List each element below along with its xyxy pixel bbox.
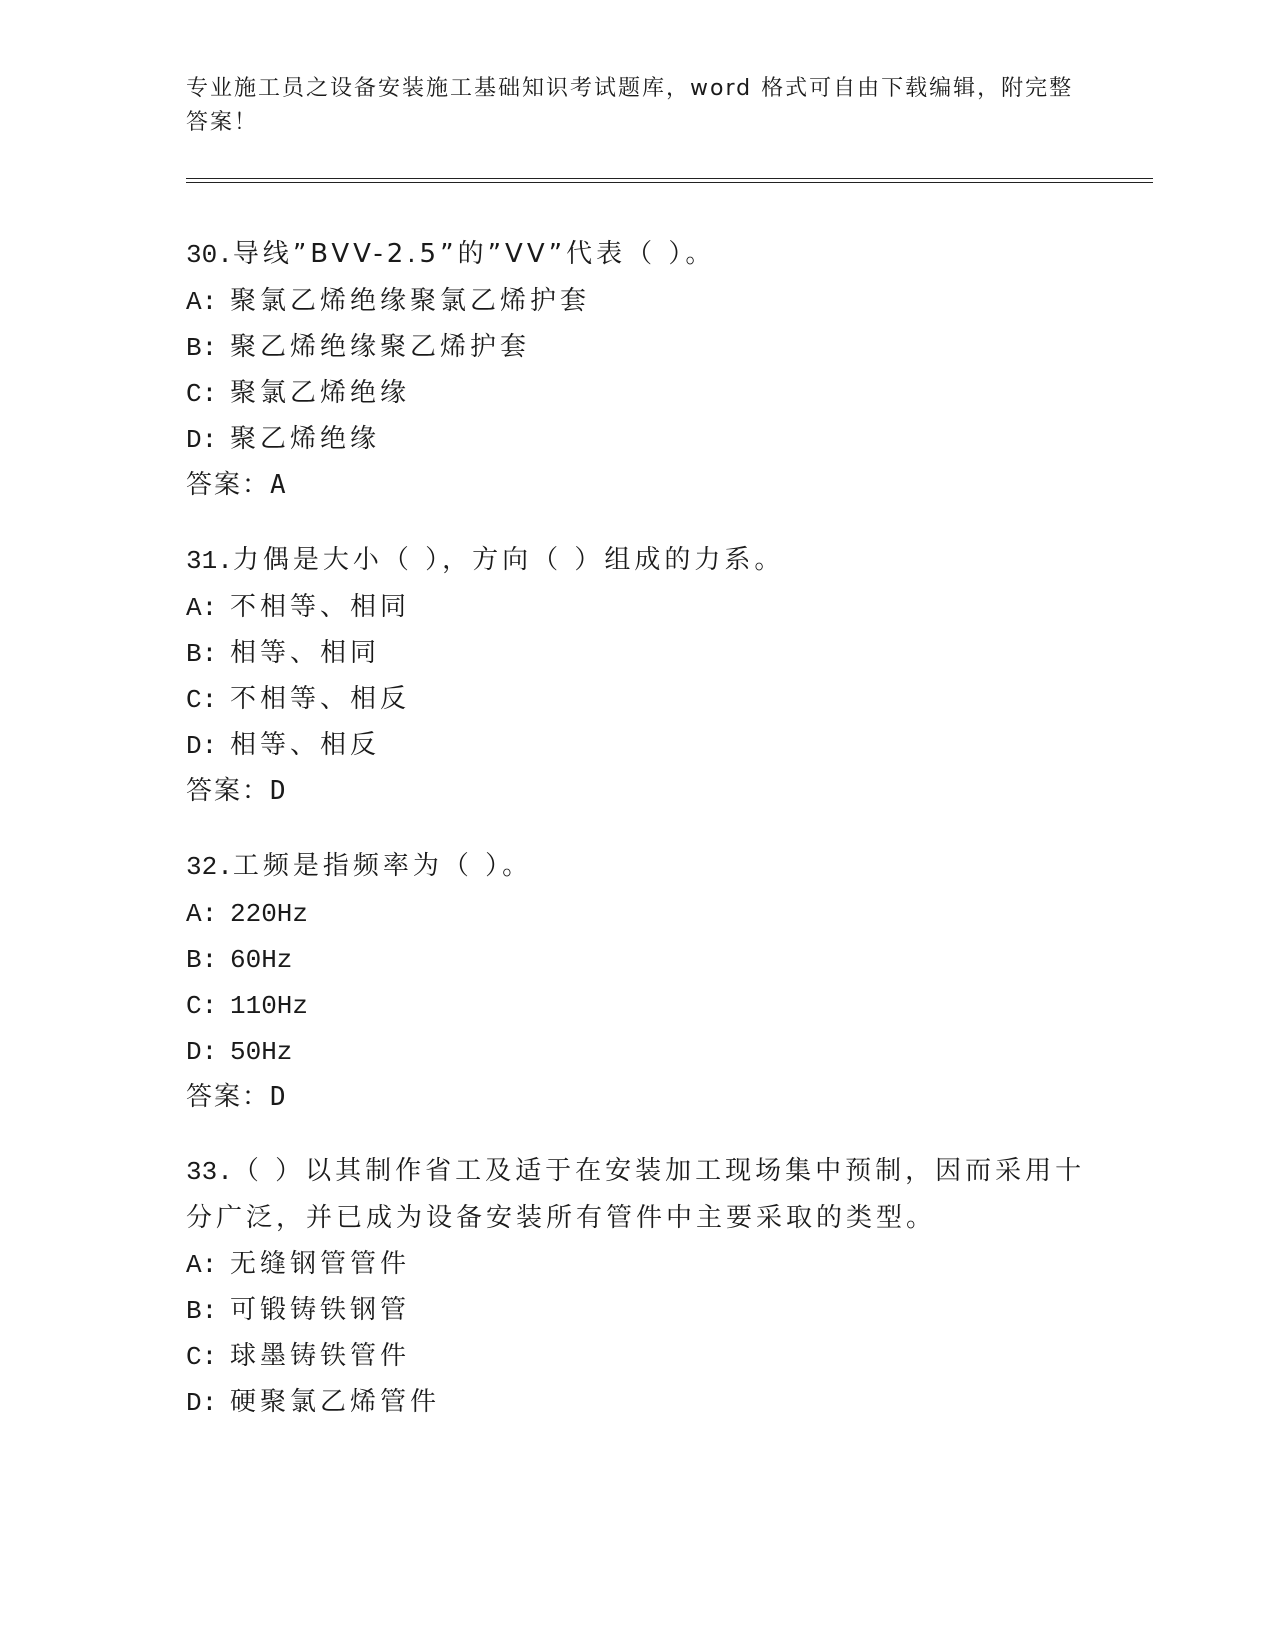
option-key: D:	[186, 731, 218, 761]
option-key: B:	[186, 639, 218, 669]
option-key: B:	[186, 1296, 218, 1326]
option-c	[186, 676, 1086, 722]
option-text: 可锻铸铁钢管	[230, 1295, 411, 1325]
question-number: 30.	[186, 240, 233, 270]
option-text: 聚氯乙烯绝缘	[230, 378, 411, 408]
option-text: 不相等、相同	[230, 592, 411, 622]
option-text: 聚乙烯绝缘	[230, 424, 381, 454]
option-c	[186, 370, 1086, 416]
option-text: 聚乙烯绝缘聚乙烯护套	[230, 332, 531, 362]
document-intro: 专业施工员之设备安装施工基础知识考试题库，word 格式可自由下载编辑，附完整答案！	[186, 76, 1074, 135]
question-stem	[186, 1148, 1086, 1241]
option-text: 聚氯乙烯绝缘聚氯乙烯护套	[230, 286, 591, 316]
option-text: 相等、相反	[230, 730, 381, 760]
option-text: 110Hz	[230, 991, 309, 1021]
option-key: C:	[186, 1342, 218, 1372]
option-a	[186, 278, 1086, 324]
option-key: A:	[186, 899, 218, 929]
option-key: A:	[186, 1250, 218, 1280]
header-divider-bottom	[186, 182, 1153, 183]
option-key: C:	[186, 379, 218, 409]
option-key: A:	[186, 287, 218, 317]
option-a	[186, 890, 1086, 936]
option-key: C:	[186, 991, 218, 1021]
question-33	[186, 1148, 1086, 1425]
option-key: A:	[186, 593, 218, 623]
option-key: C:	[186, 685, 218, 715]
answer-label: 答案：	[186, 470, 271, 500]
option-d	[186, 1379, 1086, 1425]
option-text: 球墨铸铁管件	[230, 1341, 411, 1371]
option-c	[186, 982, 1086, 1028]
option-text: 不相等、相反	[230, 684, 411, 714]
option-text: 50Hz	[230, 1037, 293, 1067]
answer-line	[186, 462, 1086, 508]
option-d	[186, 416, 1086, 462]
option-d	[186, 722, 1086, 768]
option-key: D:	[186, 425, 218, 455]
option-text: 无缝钢管管件	[230, 1249, 411, 1279]
option-a	[186, 1241, 1086, 1287]
answer-line	[186, 1074, 1086, 1120]
option-b	[186, 324, 1086, 370]
answer-value: D	[270, 776, 288, 806]
option-c	[186, 1333, 1086, 1379]
option-b	[186, 936, 1086, 982]
option-key: B:	[186, 945, 218, 975]
question-30	[186, 231, 1086, 508]
option-text: 60Hz	[230, 945, 293, 975]
option-text: 硬聚氯乙烯管件	[230, 1387, 441, 1417]
answer-label: 答案：	[186, 776, 271, 806]
question-stem	[186, 231, 1086, 278]
question-number: 31.	[186, 546, 233, 576]
option-b	[186, 630, 1086, 676]
option-key: B:	[186, 333, 218, 363]
option-d	[186, 1028, 1086, 1074]
option-key: D:	[186, 1037, 218, 1067]
question-text: （ ）以其制作省工及适于在安装加工现场集中预制，因而采用十分广泛，并已成为设备安装所有管件中主要采取的类型。	[186, 1156, 1086, 1233]
question-text: 力偶是大小（ ），方向（ ）组成的力系。	[232, 545, 785, 575]
question-text: 工频是指频率为（ ）。	[232, 851, 533, 881]
option-b	[186, 1287, 1086, 1333]
question-31	[186, 537, 1086, 814]
question-32	[186, 843, 1086, 1120]
question-stem	[186, 843, 1086, 890]
question-number: 33.	[186, 1157, 233, 1187]
question-text: 导线”BVV-2.5”的”VV”代表（ ）。	[232, 239, 716, 269]
answer-label: 答案：	[186, 1082, 271, 1112]
answer-value: A	[270, 470, 288, 500]
question-stem	[186, 537, 1086, 584]
answer-line	[186, 768, 1086, 814]
option-text: 220Hz	[230, 899, 309, 929]
answer-value: D	[270, 1082, 288, 1112]
header-divider-top	[186, 178, 1153, 179]
option-a	[186, 584, 1086, 630]
option-key: D:	[186, 1388, 218, 1418]
question-number: 32.	[186, 852, 233, 882]
option-text: 相等、相同	[230, 638, 381, 668]
